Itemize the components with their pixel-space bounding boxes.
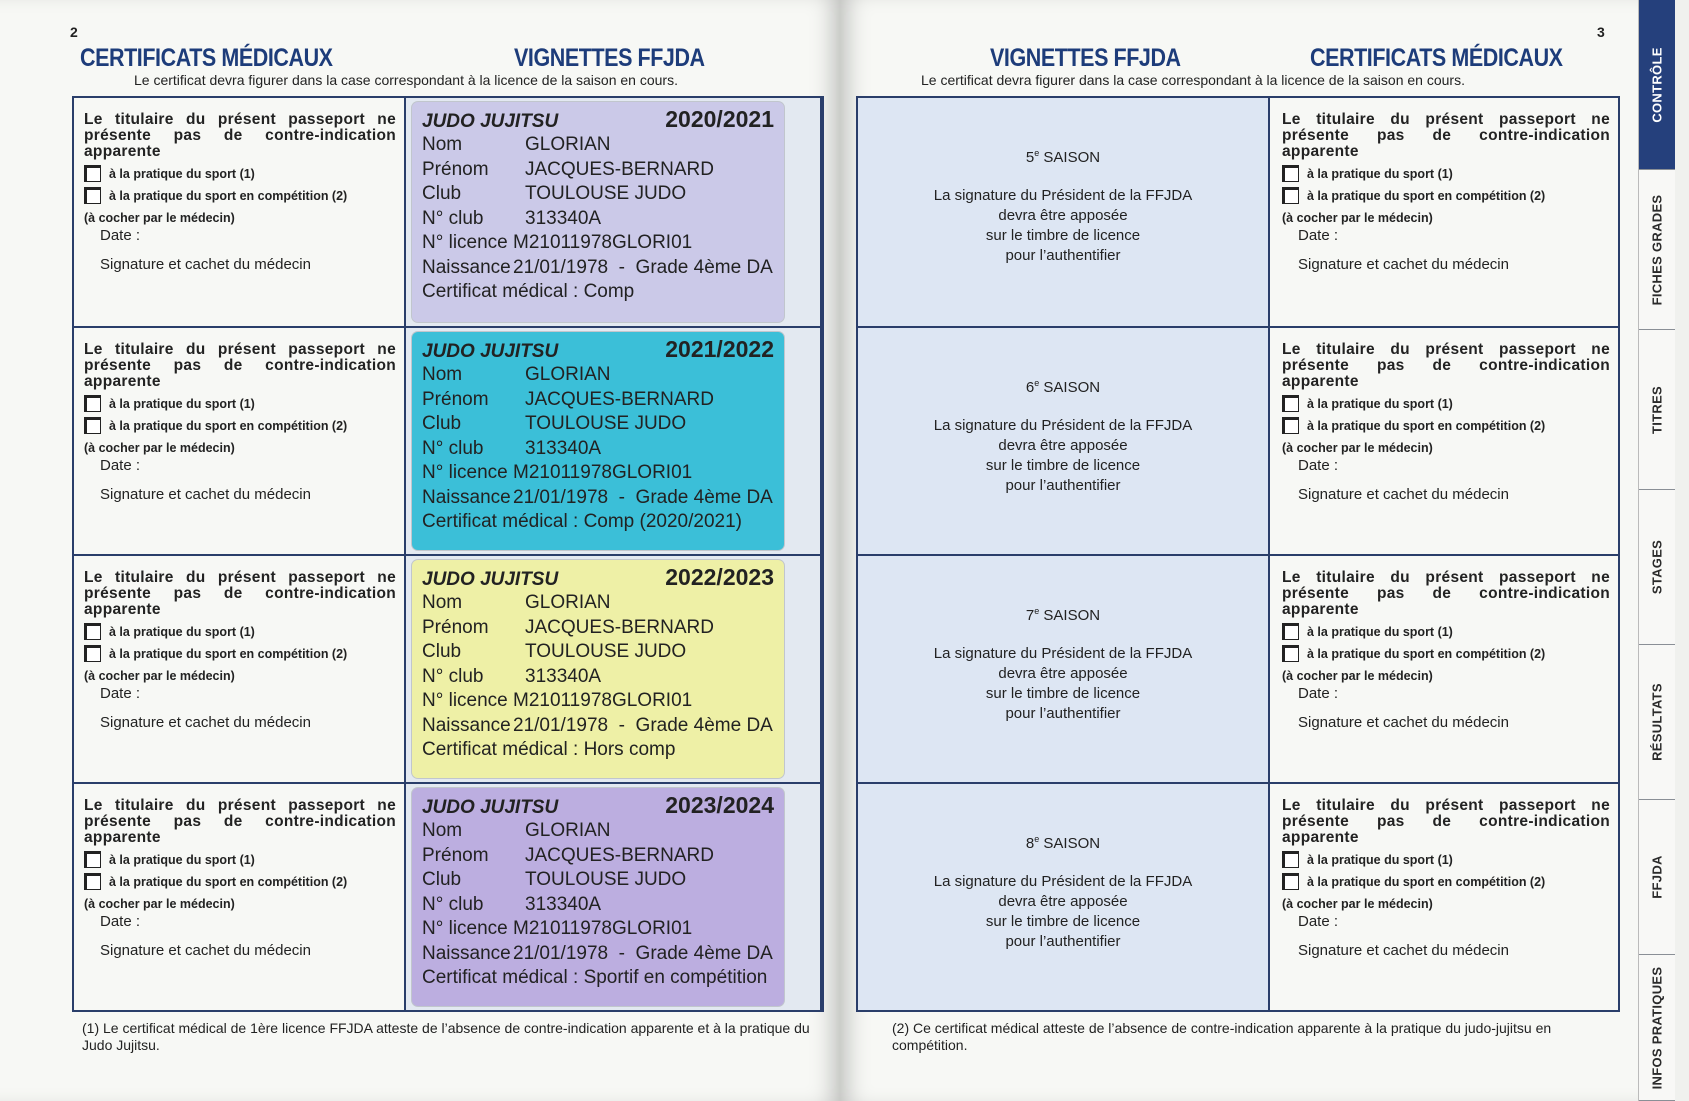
check-competition bbox=[84, 417, 396, 434]
medical-certificate-box bbox=[74, 98, 404, 326]
check-sport bbox=[84, 623, 396, 640]
tab-6[interactable] bbox=[1639, 955, 1675, 1101]
label-grade: Grade bbox=[635, 486, 689, 508]
label-nom: Nom bbox=[422, 820, 463, 841]
competition-checkbox[interactable] bbox=[1282, 417, 1299, 434]
value-grade: 4ème DA bbox=[693, 256, 773, 278]
sport-checkbox[interactable] bbox=[84, 851, 101, 868]
check-sport bbox=[1282, 623, 1610, 640]
label-certificat: Certificat médical : bbox=[422, 511, 579, 532]
doctor-note: (à cocher par le médecin) bbox=[84, 441, 235, 455]
label-certificat: Certificat médical : bbox=[422, 967, 579, 988]
competition-checkbox[interactable] bbox=[84, 873, 101, 890]
date-field: Date : bbox=[1298, 685, 1339, 702]
label-nclub: N° club bbox=[422, 665, 484, 687]
value-nom: GLORIAN bbox=[525, 134, 611, 155]
value-prenom: JACQUES-BERNARD bbox=[525, 616, 714, 638]
check-sport-label: à la pratique du sport (1) bbox=[1307, 166, 1453, 181]
check-sport-label: à la pratique du sport (1) bbox=[109, 396, 255, 411]
doctor-note: (à cocher par le médecin) bbox=[1282, 897, 1433, 911]
value-nom: GLORIAN bbox=[525, 592, 611, 613]
licence-sticker: JUDO JUJITSU 2023/2024 Nom GLORIAN Prénom JACQUES-BERNARD Club TOULOUSE JUDO N° club 313340A N° licence M21011978GLORI01 Naissance 21/01/1978 - Grade 4ème DA Certificat médical : Sportif en compétition bbox=[412, 788, 784, 1006]
sticker-season: 2023/2024 bbox=[665, 792, 774, 818]
date-field: Date : bbox=[100, 457, 141, 474]
tab-label: RÉSULTATS bbox=[1649, 683, 1665, 761]
vignette-cell bbox=[404, 98, 822, 326]
heading-certificats: CERTIFICATS MÉDICAUX bbox=[1310, 44, 1563, 72]
heading-vignettes: VIGNETTES FFJDA bbox=[990, 44, 1181, 72]
value-prenom: JACQUES-BERNARD bbox=[525, 158, 714, 180]
saison-title: 7e SAISON bbox=[1025, 606, 1101, 624]
competition-checkbox[interactable] bbox=[84, 187, 101, 204]
tab-3[interactable] bbox=[1639, 490, 1675, 645]
competition-checkbox[interactable] bbox=[1282, 873, 1299, 890]
label-nclub: N° club bbox=[422, 207, 484, 229]
value-nclub: 313340A bbox=[525, 893, 602, 915]
doctor-note: (à cocher par le médecin) bbox=[1282, 669, 1433, 683]
value-club: TOULOUSE JUDO bbox=[525, 183, 687, 204]
label-nlicence: N° licence bbox=[422, 918, 508, 939]
medical-certificate-box bbox=[74, 556, 404, 782]
tab-label: TITRES bbox=[1649, 385, 1665, 434]
medical-certificate-box bbox=[1272, 328, 1618, 554]
label-prenom: Prénom bbox=[422, 844, 489, 866]
doctor-note: (à cocher par le médecin) bbox=[84, 669, 235, 683]
sport-checkbox[interactable] bbox=[84, 165, 101, 182]
tab-label: STAGES bbox=[1649, 539, 1665, 595]
check-competition-label: à la pratique du sport en compétition (2) bbox=[1307, 874, 1546, 889]
tab-label: FICHES GRADES bbox=[1649, 194, 1665, 305]
left-row bbox=[74, 782, 822, 1010]
check-sport-label: à la pratique du sport (1) bbox=[109, 624, 255, 639]
heading-vignettes: VIGNETTES FFJDA bbox=[514, 44, 705, 72]
value-club: TOULOUSE JUDO bbox=[525, 641, 687, 662]
label-naissance: Naissance bbox=[422, 256, 511, 278]
value-naissance: 21/01/1978 bbox=[513, 714, 609, 736]
right-page bbox=[840, 0, 1638, 1101]
licence-sticker: JUDO JUJITSU 2020/2021 Nom GLORIAN Prénom JACQUES-BERNARD Club TOULOUSE JUDO N° club 313340A N° licence M21011978GLORI01 Naissance 21/01/1978 - Grade 4ème DA Certificat médical : Comp bbox=[412, 102, 784, 322]
saison-cell bbox=[858, 98, 1270, 326]
sport-checkbox[interactable] bbox=[1282, 623, 1299, 640]
vignette-cell bbox=[404, 328, 822, 554]
page-number: 3 bbox=[1597, 24, 1605, 40]
signature-field: Signature et cachet du médecin bbox=[1298, 942, 1509, 959]
doctor-note: (à cocher par le médecin) bbox=[84, 897, 235, 911]
check-sport-label: à la pratique du sport (1) bbox=[1307, 396, 1453, 411]
label-naissance: Naissance bbox=[422, 486, 511, 508]
check-sport bbox=[84, 165, 396, 182]
date-field: Date : bbox=[1298, 913, 1339, 930]
label-grade: Grade bbox=[635, 714, 689, 736]
sticker-season: 2022/2023 bbox=[665, 564, 774, 590]
value-grade: 4ème DA bbox=[693, 714, 773, 736]
signature-field: Signature et cachet du médecin bbox=[1298, 256, 1509, 273]
check-sport bbox=[1282, 165, 1610, 182]
value-naissance: 21/01/1978 bbox=[513, 486, 609, 508]
cert-title: Le titulaire du présent passeport ne présente pas de contre-indication apparente bbox=[84, 341, 396, 390]
tab-5[interactable] bbox=[1639, 800, 1675, 955]
competition-checkbox[interactable] bbox=[1282, 645, 1299, 662]
check-competition bbox=[1282, 417, 1610, 434]
label-nlicence: N° licence bbox=[422, 690, 508, 711]
check-competition-label: à la pratique du sport en compétition (2) bbox=[109, 418, 348, 433]
signature-field: Signature et cachet du médecin bbox=[100, 714, 311, 731]
cert-title: Le titulaire du présent passeport ne présente pas de contre-indication apparente bbox=[1282, 797, 1610, 846]
tab-2[interactable] bbox=[1639, 330, 1675, 490]
value-certificat: Hors comp bbox=[583, 739, 676, 760]
label-nom: Nom bbox=[422, 592, 463, 613]
left-row bbox=[74, 554, 822, 782]
value-licence: M21011978GLORI01 bbox=[513, 232, 693, 253]
saison-cell bbox=[858, 556, 1270, 782]
date-field: Date : bbox=[1298, 457, 1339, 474]
check-competition bbox=[84, 873, 396, 890]
competition-checkbox[interactable] bbox=[84, 417, 101, 434]
medical-certificate-box bbox=[74, 784, 404, 1010]
sticker-season: 2021/2022 bbox=[665, 336, 774, 362]
saison-instructions: La signature du Président de la FFJDA devra être apposée sur le timbre de licence pour l’authentifier bbox=[933, 187, 1193, 264]
vignette-cell bbox=[404, 556, 822, 782]
subtitle: Le certificat devra figurer dans la case correspondant à la licence de la saison en cours. bbox=[134, 72, 678, 88]
sticker-brand: JUDO JUJITSU bbox=[422, 797, 559, 818]
label-certificat: Certificat médical : bbox=[422, 739, 579, 760]
date-field: Date : bbox=[100, 913, 141, 930]
tab-label: INFOS PRATIQUES bbox=[1649, 966, 1665, 1089]
check-competition bbox=[84, 187, 396, 204]
sport-checkbox[interactable] bbox=[1282, 165, 1299, 182]
value-grade: 4ème DA bbox=[693, 486, 773, 508]
tab-4[interactable] bbox=[1639, 645, 1675, 800]
check-sport-label: à la pratique du sport (1) bbox=[1307, 624, 1453, 639]
right-row bbox=[858, 782, 1618, 1010]
check-sport-label: à la pratique du sport (1) bbox=[109, 852, 255, 867]
sport-checkbox[interactable] bbox=[84, 395, 101, 412]
tab-label: FFJDA bbox=[1649, 855, 1665, 899]
sticker-brand: JUDO JUJITSU bbox=[422, 111, 559, 132]
value-licence: M21011978GLORI01 bbox=[513, 462, 693, 483]
signature-field: Signature et cachet du médecin bbox=[1298, 714, 1509, 731]
signature-field: Signature et cachet du médecin bbox=[1298, 486, 1509, 503]
value-club: TOULOUSE JUDO bbox=[525, 413, 687, 434]
saison-cell bbox=[858, 784, 1270, 1010]
check-sport bbox=[84, 851, 396, 868]
check-competition bbox=[1282, 187, 1610, 204]
check-competition-label: à la pratique du sport en compétition (2) bbox=[1307, 188, 1546, 203]
cert-title: Le titulaire du présent passeport ne présente pas de contre-indication apparente bbox=[1282, 569, 1610, 618]
tab-0[interactable] bbox=[1639, 0, 1675, 170]
check-competition bbox=[84, 645, 396, 662]
medical-certificate-box bbox=[1272, 556, 1618, 782]
value-prenom: JACQUES-BERNARD bbox=[525, 844, 714, 866]
label-grade: Grade bbox=[635, 942, 689, 964]
footnote-1: (1) Le certificat médical de 1ère licence FFJDA atteste de l’absence de contre-indication apparente et à la pratique du Judo Jujitsu. bbox=[82, 1020, 810, 1053]
label-nlicence: N° licence bbox=[422, 462, 508, 483]
section-tabs bbox=[1638, 0, 1689, 1101]
right-row bbox=[858, 98, 1618, 326]
doctor-note: (à cocher par le médecin) bbox=[84, 211, 235, 225]
value-licence: M21011978GLORI01 bbox=[513, 918, 693, 939]
label-club: Club bbox=[422, 869, 462, 890]
cert-title: Le titulaire du présent passeport ne présente pas de contre-indication apparente bbox=[1282, 341, 1610, 390]
left-grid bbox=[72, 96, 824, 1012]
value-certificat: Comp (2020/2021) bbox=[583, 511, 742, 532]
check-sport bbox=[84, 395, 396, 412]
footnote-2: (2) Ce certificat médical atteste de l’absence de contre-indication apparente à la pratique du judo-jujitsu en compétition. bbox=[892, 1020, 1552, 1053]
cert-title: Le titulaire du présent passeport ne présente pas de contre-indication apparente bbox=[1282, 111, 1610, 160]
label-grade: Grade bbox=[635, 256, 689, 278]
tab-1[interactable] bbox=[1639, 170, 1675, 330]
licence-sticker: JUDO JUJITSU 2022/2023 Nom GLORIAN Prénom JACQUES-BERNARD Club TOULOUSE JUDO N° club 313340A N° licence M21011978GLORI01 Naissance 21/01/1978 - Grade 4ème DA Certificat médical : Hors comp bbox=[412, 560, 784, 778]
date-field: Date : bbox=[100, 227, 141, 244]
value-grade: 4ème DA bbox=[693, 942, 773, 964]
right-row bbox=[858, 554, 1618, 782]
cert-title: Le titulaire du présent passeport ne présente pas de contre-indication apparente bbox=[84, 111, 396, 160]
saison-cell bbox=[858, 328, 1270, 554]
saison-title: 6e SAISON bbox=[1025, 378, 1101, 396]
tab-label: CONTRÔLE bbox=[1649, 46, 1665, 123]
value-club: TOULOUSE JUDO bbox=[525, 869, 687, 890]
label-nlicence: N° licence bbox=[422, 232, 508, 253]
saison-instructions: La signature du Président de la FFJDA devra être apposée sur le timbre de licence pour l’authentifier bbox=[933, 873, 1193, 950]
date-field: Date : bbox=[1298, 227, 1339, 244]
licence-sticker: JUDO JUJITSU 2021/2022 Nom GLORIAN Prénom JACQUES-BERNARD Club TOULOUSE JUDO N° club 313340A N° licence M21011978GLORI01 Naissance 21/01/1978 - Grade 4ème DA Certificat médical : Comp (2020/2021) bbox=[412, 332, 784, 550]
doctor-note: (à cocher par le médecin) bbox=[1282, 211, 1433, 225]
check-sport bbox=[1282, 851, 1610, 868]
value-nom: GLORIAN bbox=[525, 820, 611, 841]
value-nom: GLORIAN bbox=[525, 364, 611, 385]
saison-title: 8e SAISON bbox=[1025, 834, 1101, 852]
vignette-cell bbox=[404, 784, 822, 1010]
sport-checkbox[interactable] bbox=[84, 623, 101, 640]
signature-field: Signature et cachet du médecin bbox=[100, 256, 311, 273]
saison-instructions: La signature du Président de la FFJDA devra être apposée sur le timbre de licence pour l’authentifier bbox=[933, 645, 1193, 722]
left-row bbox=[74, 98, 822, 326]
sport-checkbox[interactable] bbox=[1282, 851, 1299, 868]
value-licence: M21011978GLORI01 bbox=[513, 690, 693, 711]
label-nom: Nom bbox=[422, 134, 463, 155]
check-sport-label: à la pratique du sport (1) bbox=[109, 166, 255, 181]
check-competition-label: à la pratique du sport en compétition (2) bbox=[109, 646, 348, 661]
date-field: Date : bbox=[100, 685, 141, 702]
check-sport bbox=[1282, 395, 1610, 412]
label-prenom: Prénom bbox=[422, 158, 489, 180]
medical-certificate-box bbox=[1272, 784, 1618, 1010]
label-nom: Nom bbox=[422, 364, 463, 385]
value-nclub: 313340A bbox=[525, 437, 602, 459]
value-prenom: JACQUES-BERNARD bbox=[525, 388, 714, 410]
label-prenom: Prénom bbox=[422, 388, 489, 410]
check-competition-label: à la pratique du sport en compétition (2) bbox=[1307, 418, 1546, 433]
value-naissance: 21/01/1978 bbox=[513, 942, 609, 964]
check-competition bbox=[1282, 645, 1610, 662]
value-nclub: 313340A bbox=[525, 207, 602, 229]
label-naissance: Naissance bbox=[422, 942, 511, 964]
competition-checkbox[interactable] bbox=[1282, 187, 1299, 204]
check-competition-label: à la pratique du sport en compétition (2) bbox=[1307, 646, 1546, 661]
label-club: Club bbox=[422, 413, 462, 434]
cert-title: Le titulaire du présent passeport ne présente pas de contre-indication apparente bbox=[84, 797, 396, 846]
right-grid bbox=[856, 96, 1620, 1012]
value-certificat: Comp bbox=[583, 281, 635, 302]
medical-certificate-box bbox=[74, 328, 404, 554]
medical-certificate-box bbox=[1272, 98, 1618, 326]
sticker-season: 2020/2021 bbox=[665, 106, 774, 132]
competition-checkbox[interactable] bbox=[84, 645, 101, 662]
signature-field: Signature et cachet du médecin bbox=[100, 942, 311, 959]
label-naissance: Naissance bbox=[422, 714, 511, 736]
check-sport-label: à la pratique du sport (1) bbox=[1307, 852, 1453, 867]
sticker-brand: JUDO JUJITSU bbox=[422, 569, 559, 590]
saison-title: 5e SAISON bbox=[1025, 148, 1101, 166]
heading-certificats: CERTIFICATS MÉDICAUX bbox=[80, 44, 333, 72]
label-club: Club bbox=[422, 641, 462, 662]
doctor-note: (à cocher par le médecin) bbox=[1282, 441, 1433, 455]
check-competition bbox=[1282, 873, 1610, 890]
value-naissance: 21/01/1978 bbox=[513, 256, 609, 278]
label-club: Club bbox=[422, 183, 462, 204]
page-number: 2 bbox=[70, 24, 78, 40]
value-nclub: 313340A bbox=[525, 665, 602, 687]
sticker-brand: JUDO JUJITSU bbox=[422, 341, 559, 362]
check-competition-label: à la pratique du sport en compétition (2) bbox=[109, 188, 348, 203]
signature-field: Signature et cachet du médecin bbox=[100, 486, 311, 503]
left-page bbox=[0, 0, 840, 1101]
label-certificat: Certificat médical : bbox=[422, 281, 579, 302]
left-row bbox=[74, 326, 822, 554]
label-prenom: Prénom bbox=[422, 616, 489, 638]
label-nclub: N° club bbox=[422, 893, 484, 915]
sport-checkbox[interactable] bbox=[1282, 395, 1299, 412]
check-competition-label: à la pratique du sport en compétition (2) bbox=[109, 874, 348, 889]
subtitle: Le certificat devra figurer dans la case correspondant à la licence de la saison en cours. bbox=[921, 72, 1465, 88]
saison-instructions: La signature du Président de la FFJDA devra être apposée sur le timbre de licence pour l’authentifier bbox=[933, 417, 1193, 494]
right-row bbox=[858, 326, 1618, 554]
label-nclub: N° club bbox=[422, 437, 484, 459]
value-certificat: Sportif en compétition bbox=[583, 967, 768, 988]
cert-title: Le titulaire du présent passeport ne présente pas de contre-indication apparente bbox=[84, 569, 396, 618]
